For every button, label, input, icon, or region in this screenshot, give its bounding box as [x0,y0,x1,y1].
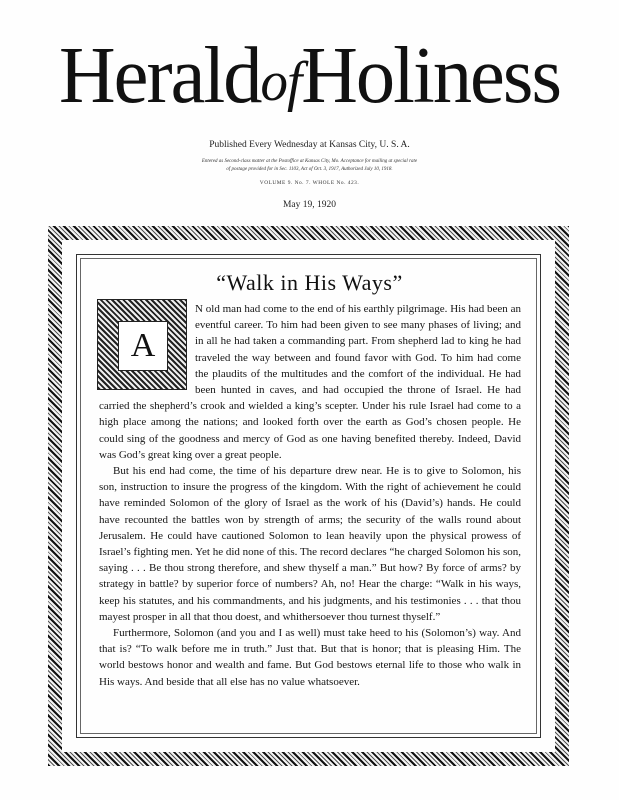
masthead-holiness: Holiness [301,32,560,120]
paragraph-3: Furthermore, Solomon (and you and I as well) must take heed to his (Solomon’s) way. And that is? “To walk before me in truth.” Just that. But that is honor; that is pleasing Him. The world bestows honor and wealth and fame. But God bestows eternal life to those who walk in His ways. And beside that all else has no value whatsoever. [99,627,521,688]
drop-cap-space [99,299,191,393]
masthead-of: of [260,51,302,113]
paragraph-2: But his end had come, the time of his departure drew near. He is to give to Solomon, his son, instruction to insure the progress of the kingdom. With the right of achievement he could have reminded Solomon of the glory of Israel as the work of his (David’s) hands. He could have recounted the battles won by strength of arms; the security of the walls round about Jerusalem. He could have cautioned Solomon to lean heavily upon the physical prowess of Israel’s fighting men. Yet he did none of this. The record declares “he charged Solomon his son, saying . . . Be thou strong therefore, and shew thyself a man.” But how? By force of arms? by strategy in battle? by superior force of numbers? Ah, no! Hear the charge: “Walk in his ways, keep his statutes, and his commandments, and his judgments, and his testimonies . . . that thou mayest prosper in all that thou doest, and whithersoever thou turnest thyself.” [99,465,521,623]
entry-notice [0,158,619,174]
paragraph-1-text: N old man had come to the end of his earthly pilgrimage. His had been an eventful career. To him had been given to see many phases of living; and in all he had taken a commanding part. From shepherd lad to king he had traveled the way between and found favor with God. To him had come the plaudits of the multitudes and the comfort of the individual. He had been hunted in caves, and had occupied the throne of Israel. He had carried the shepherd’s crook and wielded a king’s scepter. Under his rule Israel had come to a high place among the nations; and looked forth over the earth as God’s chosen people. He could sing of the goodness and mercy of God as one having benefited thereby. Indeed, David was God’s great king over a great people. [99,303,521,461]
published-line: Published Every Wednesday at Kansas City, U. S. A. [209,140,410,150]
volume-line: VOLUME 9. No. 7. WHOLE No. 423. [259,180,360,186]
masthead-title [6,32,613,120]
article-title: “Walk in His Ways” [216,270,403,295]
paragraph-1 [99,301,521,463]
masthead-herald: Herald [59,32,261,120]
entry-notice-line-1: Entered as Second-class matter at the Postoffice at Kansas City, Mo. Acceptance for mailing at special rate [201,159,418,164]
issue-date: May 19, 1920 [282,200,337,210]
drop-cap-letter: A [118,321,168,371]
entry-notice-line-2: of postage provided for in Sec. 1103, Act of Oct. 3, 1917, Authorized July 10, 1918. [226,167,393,172]
article-body [99,301,521,690]
